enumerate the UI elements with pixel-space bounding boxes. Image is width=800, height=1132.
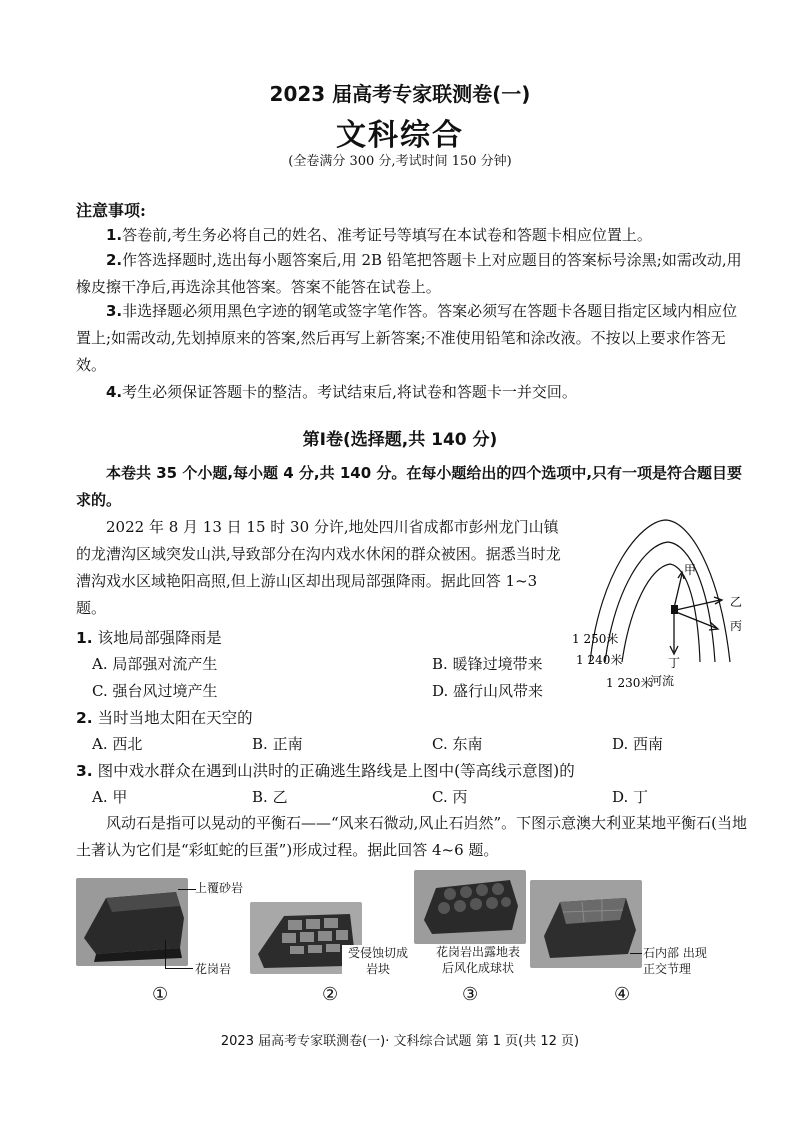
q3-option-b[interactable]: B. 乙 bbox=[252, 788, 288, 806]
exam-note: (全卷满分 300 分,考试时间 150 分钟) bbox=[288, 154, 512, 169]
photo-3-number: ③ bbox=[462, 984, 479, 1005]
photo-1-number: ① bbox=[152, 984, 169, 1005]
label-bing: 丙 bbox=[730, 619, 743, 633]
photo-2-label: 受侵蚀切成 岩块 bbox=[342, 945, 414, 977]
q1-option-a[interactable]: A. 局部强对流产生 bbox=[92, 655, 218, 673]
contour-label-1230: 1 230米 bbox=[606, 676, 653, 690]
passage-1: 2022 年 8 月 13 日 15 时 30 分许,地处四川省成都市彭州龙门山镇的龙漕沟区域突发山洪,导致部分在沟内戏水休闲的群众被困。据悉当时龙漕沟戏水区域艳阳高照,但上游山区却出现局部强降雨。据此回答 1~3 题。 bbox=[76, 518, 561, 617]
notice-item-2: 2.作答选择题时,选出每小题答案后,用 2B 铅笔把答题卡上对应题目的答案标号涂黑;如需改动,用橡皮擦干净后,再选涂其他答案。答案不能答在试卷上。 bbox=[76, 251, 742, 296]
passage-2: 风动石是指可以晃动的平衡石——“风来石微动,风止石岿然”。下图示意澳大利亚某地平衡石(当地土著认为它们是“彩虹蛇的巨蛋”)形成过程。据此回答 4~6 题。 bbox=[76, 814, 747, 859]
arrow-jia bbox=[674, 574, 682, 608]
photo-4-label: 石内部 出现 正交节理 bbox=[643, 946, 707, 976]
section-title: 第Ⅰ卷(选择题,共 140 分) bbox=[302, 430, 498, 450]
q3-option-a[interactable]: A. 甲 bbox=[92, 788, 128, 806]
q1-option-b[interactable]: B. 暖锋过境带来 bbox=[432, 655, 543, 673]
q3-option-c[interactable]: C. 丙 bbox=[432, 788, 468, 806]
q2-option-b[interactable]: B. 正南 bbox=[252, 735, 303, 753]
q1-option-d[interactable]: D. 盛行山风带来 bbox=[432, 682, 544, 700]
exam-title: 2023 届高考专家联测卷(一) bbox=[269, 82, 531, 106]
notice-item-1: 1.答卷前,考生务必将自己的姓名、准考证号等填写在本试卷和答题卡相应位置上。 bbox=[106, 226, 652, 244]
people-marker bbox=[671, 605, 678, 614]
question-3: 3. 图中戏水群众在遇到山洪时的正确逃生路线是上图中(等高线示意图)的 bbox=[76, 762, 575, 780]
q1-option-c[interactable]: C. 强台风过境产生 bbox=[92, 682, 218, 700]
label-jia: 甲 bbox=[684, 563, 697, 577]
q2-option-a[interactable]: A. 西北 bbox=[92, 735, 143, 753]
notice-title: 注意事项: bbox=[76, 201, 146, 220]
arrow-yi bbox=[676, 600, 720, 610]
label-ding: 丁 bbox=[668, 656, 681, 670]
photo-4-joints bbox=[530, 880, 642, 968]
contour-line-inner bbox=[622, 564, 700, 662]
q3-option-d[interactable]: D. 丁 bbox=[612, 788, 649, 806]
contour-label-1250: 1 250米 bbox=[572, 632, 619, 646]
notice-item-3: 3.非选择题必须用黑色字迹的钢笔或签字笔作答。答案必须写在答题卡各题目指定区域内相应位置上;如需改动,先划掉原来的答案,然后再写上新答案;不准使用铅笔和涂改液。不按以上要求作答无效。 bbox=[76, 302, 738, 374]
q2-option-d[interactable]: D. 西南 bbox=[612, 735, 664, 753]
photo-3-label: 花岗岩出露地表 后风化成球状 bbox=[435, 945, 520, 975]
photo-1-label-top: 上覆砂岩 bbox=[195, 881, 244, 895]
subject-title: 文科综合 bbox=[336, 118, 464, 153]
section-instruction: 本卷共 35 个小题,每小题 4 分,共 140 分。在每小题给出的四个选项中,只有一项是符合题目要求的。 bbox=[76, 464, 743, 509]
question-1: 1. 该地局部强降雨是 bbox=[76, 629, 222, 647]
page-footer: 2023 届高考专家联测卷(一)· 文科综合试题 第 1 页(共 12 页) bbox=[220, 1034, 580, 1049]
contour-label-1240: 1 240米 bbox=[576, 653, 623, 667]
photo-1-label-bottom: 花岗岩 bbox=[195, 962, 232, 976]
notice-item-4: 4.考生必须保证答题卡的整洁。考试结束后,将试卷和答题卡一并交回。 bbox=[106, 383, 577, 401]
photo-1-sandstone-granite bbox=[76, 878, 188, 966]
q2-option-c[interactable]: C. 东南 bbox=[432, 735, 483, 753]
photo-2-number: ② bbox=[322, 984, 339, 1005]
photo-4-number: ④ bbox=[614, 984, 631, 1005]
question-2: 2. 当时当地太阳在天空的 bbox=[76, 709, 253, 727]
label-yi: 乙 bbox=[730, 595, 743, 609]
river-label: 河流 bbox=[650, 674, 675, 688]
photo-3-spheroidal bbox=[414, 870, 526, 944]
contour-diagram bbox=[570, 512, 770, 697]
